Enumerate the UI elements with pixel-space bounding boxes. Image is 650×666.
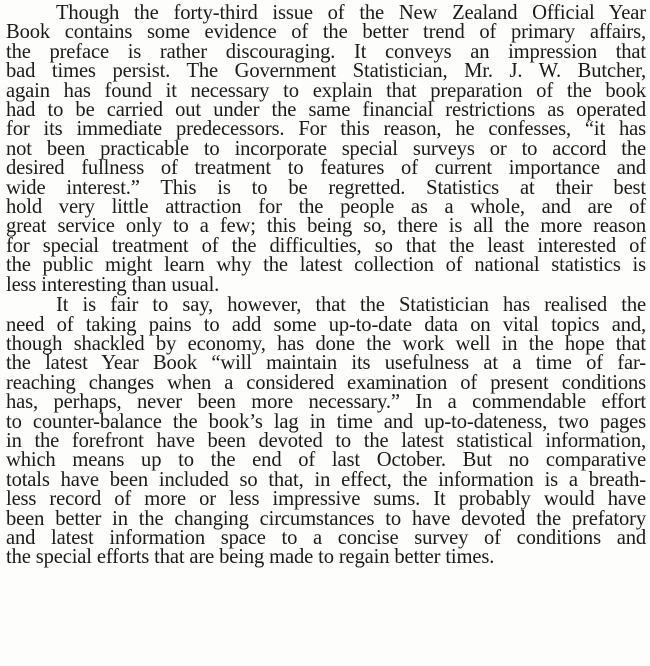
text-line: less record of more or less impressive sums. It probably would have bbox=[6, 488, 646, 511]
text-line: and latest information space to a concise survey of conditions and bbox=[6, 526, 646, 549]
text-line: Though the forty-third issue of the New Zealand Official Year bbox=[56, 2, 646, 24]
text-line: for special treatment of the difficulties, so that the least interested of bbox=[6, 234, 646, 257]
paragraph-2 bbox=[6, 296, 646, 568]
text-line: the special efforts that are being made to regain better times. bbox=[6, 546, 495, 569]
text-line: totals have been included so that, in effect, the information is a breath- bbox=[6, 468, 646, 491]
text-line: for its immediate predecessors. For this reason, he confesses, “it has bbox=[6, 118, 646, 141]
text-line: in the forefront have been devoted to the latest statistical information, bbox=[6, 429, 646, 452]
text-line: though shackled by economy, has done the work well in the hope that bbox=[6, 332, 646, 355]
text-line: which means up to the end of last October. But no comparative bbox=[6, 449, 646, 472]
text-line: has, perhaps, never been more necessary.” In a commendable effort bbox=[6, 391, 646, 414]
text-line: been better in the changing circumstances to have devoted the prefatory bbox=[6, 507, 646, 530]
text-line: the latest Year Book “will maintain its usefulness at a time of far- bbox=[6, 352, 646, 375]
text-line: to counter-balance the book’s lag in time and up-to-dateness, two pages bbox=[6, 410, 646, 433]
text-line: hold very little attraction for the people as a whole, and are of bbox=[6, 196, 646, 219]
paragraph-1 bbox=[6, 4, 646, 295]
text-line: wide interest.” This is to be regretted. Statistics at their best bbox=[6, 176, 646, 199]
text-line: less interesting than usual. bbox=[6, 273, 220, 296]
text-line: the public might learn why the latest collection of national statistics is bbox=[6, 254, 646, 277]
text-line: It is fair to say, however, that the Statistician has realised the bbox=[56, 294, 646, 317]
text-line: desired fullness of treatment to features of current importance and bbox=[6, 157, 646, 180]
text-line: not been practicable to incorporate special surveys or to accord the bbox=[6, 137, 646, 160]
article-text-column bbox=[6, 4, 646, 568]
text-line: had to be carried out under the same financial restrictions as operated bbox=[6, 99, 646, 122]
text-line: Book contains some evidence of the better trend of primary affairs, bbox=[6, 21, 646, 44]
text-line: the preface is rather discouraging. It conveys an impression that bbox=[6, 40, 646, 63]
text-line: bad times persist. The Government Statistician, Mr. J. W. Butcher, bbox=[6, 60, 646, 83]
text-line: again has found it necessary to explain that preparation of the book bbox=[6, 79, 646, 102]
text-line: need of taking pains to add some up-to-date data on vital topics and, bbox=[6, 313, 646, 336]
text-line: great service only to a few; this being so, there is all the more reason bbox=[6, 215, 646, 238]
text-line: reaching changes when a considered examination of present conditions bbox=[6, 371, 646, 394]
